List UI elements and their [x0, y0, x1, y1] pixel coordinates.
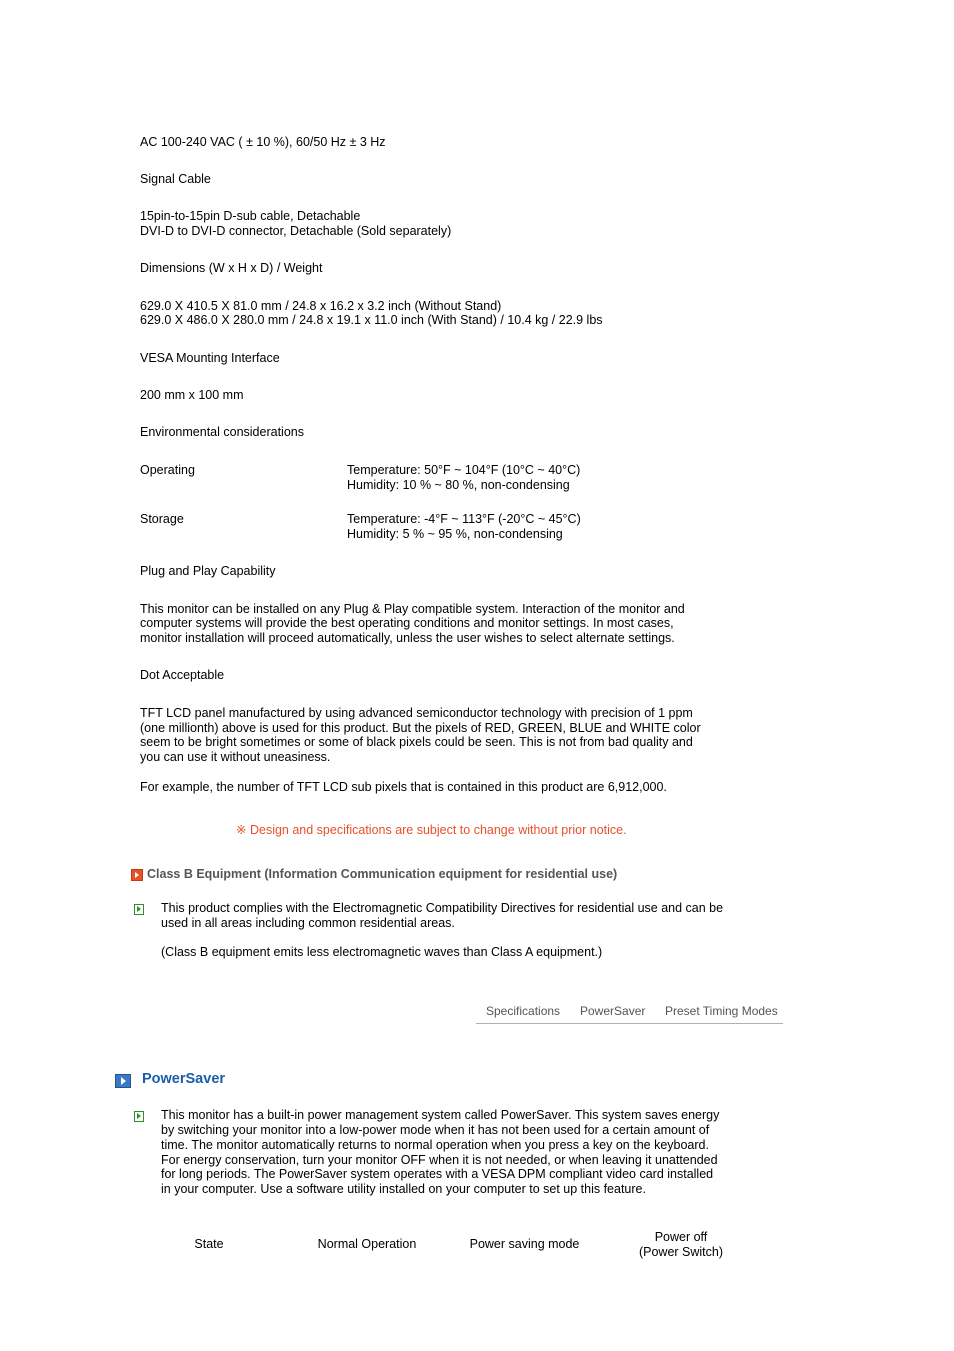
notice-text: Design and specifications are subject to change without prior notice. — [249, 823, 627, 837]
dot-acceptable-label: Dot Acceptable — [140, 668, 225, 682]
class-b-title: Class B Equipment (Information Communication equipment for residential use) — [147, 867, 618, 881]
signal-cable-value-line: 15pin-to-15pin D-sub cable, Detachable — [140, 209, 361, 223]
power-supply-value: AC 100-240 VAC ( ± 10 %), 60/50 Hz ± 3 Hz — [140, 135, 386, 149]
powersaver-text-line: For energy conservation, turn your monitor OFF when it is not needed, or when leaving it unattended — [161, 1153, 718, 1167]
storage-value-line: Humidity: 5 % ~ 95 %, non-condensing — [347, 527, 563, 541]
dimensions-label: Dimensions (W x H x D) / Weight — [140, 261, 323, 275]
class-b-note: (Class B equipment emits less electromagnetic waves than Class A equipment.) — [161, 945, 603, 959]
section-nav — [476, 1000, 783, 1024]
section-arrow-icon — [131, 869, 143, 881]
plug-and-play-text-line: monitor installation will proceed automatically, unless the user wishes to select alternate settings. — [140, 631, 675, 645]
operating-value-line: Humidity: 10 % ~ 80 %, non-condensing — [347, 478, 570, 492]
table-header-state: State — [194, 1237, 224, 1251]
table-header-normal-operation: Normal Operation — [317, 1237, 417, 1251]
storage-value-line: Temperature: -4°F ~ 113°F (-20°C ~ 45°C) — [347, 512, 581, 526]
vesa-value: 200 mm x 100 mm — [140, 388, 244, 402]
environmental-label: Environmental considerations — [140, 425, 304, 439]
table-header-power-off — [611, 1230, 751, 1260]
dot-acceptable-example: For example, the number of TFT LCD sub pixels that is contained in this product are 6,912,000. — [140, 780, 667, 794]
powersaver-text-line: This monitor has a built-in power management system called PowerSaver. This system saves energy — [161, 1108, 720, 1122]
powersaver-heading-icon — [115, 1074, 131, 1088]
dot-acceptable-text-line: (one millionth) above is used for this product. But the pixels of RED, GREEN, BLUE and WHITE color — [140, 721, 701, 735]
dot-acceptable-text-line: seem to be bright sometimes or some of black pixels could be seen. This is not from bad quality and — [140, 735, 693, 749]
bullet-arrow-icon — [134, 904, 144, 915]
powersaver-title: PowerSaver — [142, 1071, 226, 1087]
signal-cable-value-line: DVI-D to DVI-D connector, Detachable (Sold separately) — [140, 224, 452, 238]
operating-label: Operating — [140, 463, 195, 477]
class-b-text-line: This product complies with the Electromagnetic Compatibility Directives for residential use and can be — [161, 901, 724, 915]
powersaver-text-line: in your computer. Use a software utility installed on your computer to set up this feature. — [161, 1182, 646, 1196]
power-off-line: Power off — [654, 1230, 708, 1244]
powersaver-text-line: by switching your monitor into a low-power mode when it has not been used for a certain amount of — [161, 1123, 710, 1137]
bullet-arrow-icon — [134, 1111, 144, 1122]
class-b-text-line: used in all areas including common residential areas. — [161, 916, 455, 930]
tab-specifications[interactable]: Specifications — [486, 1004, 561, 1018]
notice — [236, 823, 627, 838]
dimensions-value-line: 629.0 X 410.5 X 81.0 mm / 24.8 x 16.2 x 3.2 inch (Without Stand) — [140, 299, 502, 313]
operating-value-line: Temperature: 50°F ~ 104°F (10°C ~ 40°C) — [347, 463, 581, 477]
dot-acceptable-text-line: TFT LCD panel manufactured by using advanced semiconductor technology with precision of 1 ppm — [140, 706, 693, 720]
powersaver-text-line: time. The monitor automatically returns to normal operation when you press a key on the keyboard. — [161, 1138, 709, 1152]
table-header-power-saving: Power saving mode — [469, 1237, 580, 1251]
storage-label: Storage — [140, 512, 184, 526]
plug-and-play-text-line: computer systems will provide the best operating conditions and monitor settings. In most cases, — [140, 616, 674, 630]
tab-powersaver[interactable]: PowerSaver — [580, 1004, 646, 1018]
vesa-label: VESA Mounting Interface — [140, 351, 280, 365]
powersaver-text-line: for long periods. The PowerSaver system operates with a VESA DPM compliant video card installed — [161, 1167, 714, 1181]
dot-acceptable-text-line: you can use it without uneasiness. — [140, 750, 331, 764]
notice-mark-icon: ※ — [236, 823, 247, 837]
signal-cable-label: Signal Cable — [140, 172, 211, 186]
plug-and-play-label: Plug and Play Capability — [140, 564, 276, 578]
dimensions-value-line: 629.0 X 486.0 X 280.0 mm / 24.8 x 19.1 x 11.0 inch (With Stand) / 10.4 kg / 22.9 lbs — [140, 313, 603, 327]
plug-and-play-text-line: This monitor can be installed on any Plug & Play compatible system. Interaction of the monitor and — [140, 602, 685, 616]
tab-preset-timing-modes[interactable]: Preset Timing Modes — [665, 1004, 778, 1018]
power-switch-line: (Power Switch) — [638, 1245, 724, 1259]
